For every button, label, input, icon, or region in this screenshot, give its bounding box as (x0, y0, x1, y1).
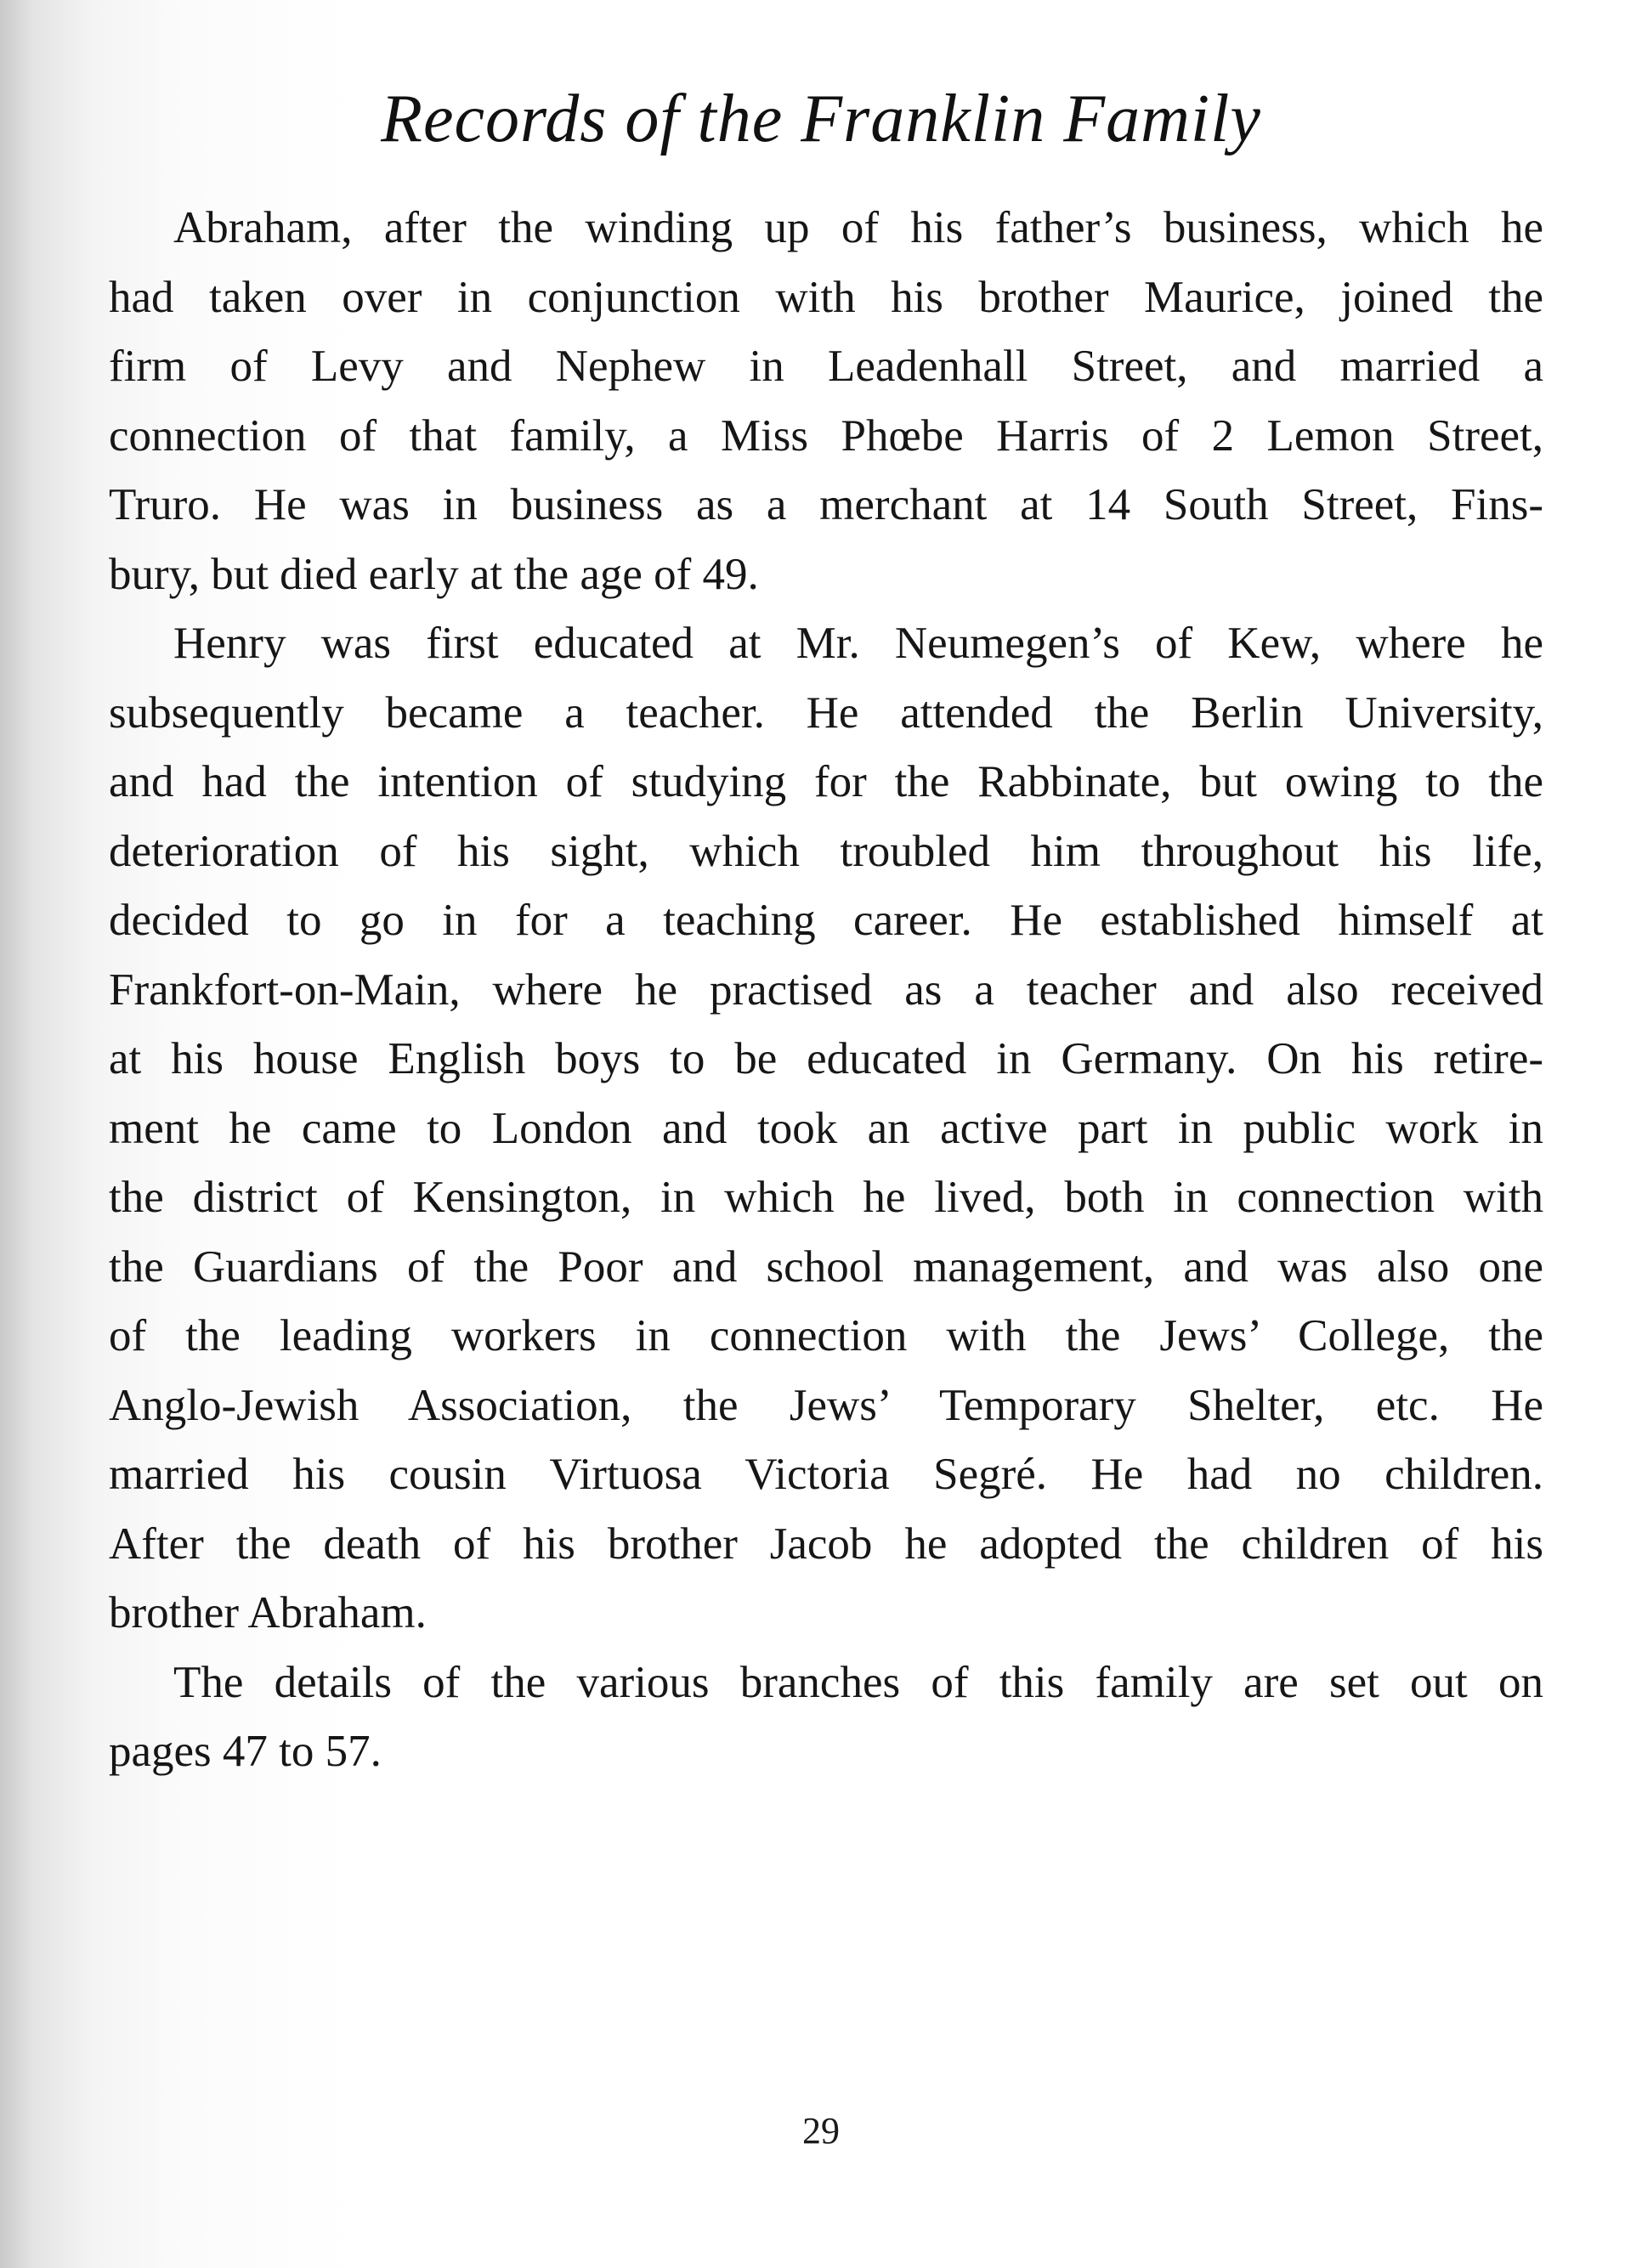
text-line: Truro. He was in business as a merchant at 14 South Street, Fins- (109, 480, 1543, 529)
text-line: The details of the various branches of this family are set out on (173, 1657, 1543, 1707)
paragraph-henry (109, 609, 1543, 1649)
text-line: ment he came to London and took an active part in public work in (109, 1103, 1543, 1153)
text-line: had taken over in conjunction with his brother Maurice, joined the (109, 272, 1543, 322)
paragraph-abraham (109, 194, 1543, 609)
text-line: married his cousin Virtuosa Victoria Segré. He had no children. (109, 1450, 1543, 1499)
page-title: Records of the Franklin Family (381, 82, 1261, 156)
text-line: After the death of his brother Jacob he adopted the children of his (109, 1519, 1543, 1569)
text-line: at his house English boys to be educated in Germany. On his retire- (109, 1034, 1543, 1083)
text-line: of the leading workers in connection with the Jews’ College, the (109, 1311, 1543, 1360)
text-line: the district of Kensington, in which he lived, both in connection with (109, 1173, 1543, 1222)
text-line: decided to go in for a teaching career. He established himself at (109, 896, 1543, 945)
text-line: the Guardians of the Poor and school management, and was also one (109, 1241, 1543, 1292)
text-line: Abraham, after the winding up of his father’s business, which he (173, 203, 1543, 252)
text-line: firm of Levy and Nephew in Leadenhall Street, and married a (109, 342, 1543, 391)
paragraph-details (109, 1649, 1543, 1787)
text-line: subsequently became a teacher. He attended the Berlin University, (109, 687, 1543, 738)
text-line: Frankfort-on-Main, where he practised as a teacher and also received (109, 964, 1543, 1015)
text-line: deterioration of his sight, which troubled him throughout his life, (109, 826, 1543, 876)
text-line: brother Abraham. (109, 1588, 427, 1637)
text-line: Henry was first educated at Mr. Neumegen’s of Kew, where he (173, 619, 1543, 668)
text-line: and had the intention of studying for the Rabbinate, but owing to the (109, 757, 1543, 806)
text-line: connection of that family, a Miss Phœbe Harris of 2 Lemon Street, (109, 410, 1543, 461)
text-line: Anglo-Jewish Association, the Jews’ Temporary Shelter, etc. He (109, 1380, 1543, 1430)
page-number: 29 (802, 2110, 840, 2152)
text-line: pages 47 to 57. (109, 1727, 382, 1776)
text-line: bury, but died early at the age of 49. (109, 549, 759, 599)
body-text (109, 194, 1543, 1787)
